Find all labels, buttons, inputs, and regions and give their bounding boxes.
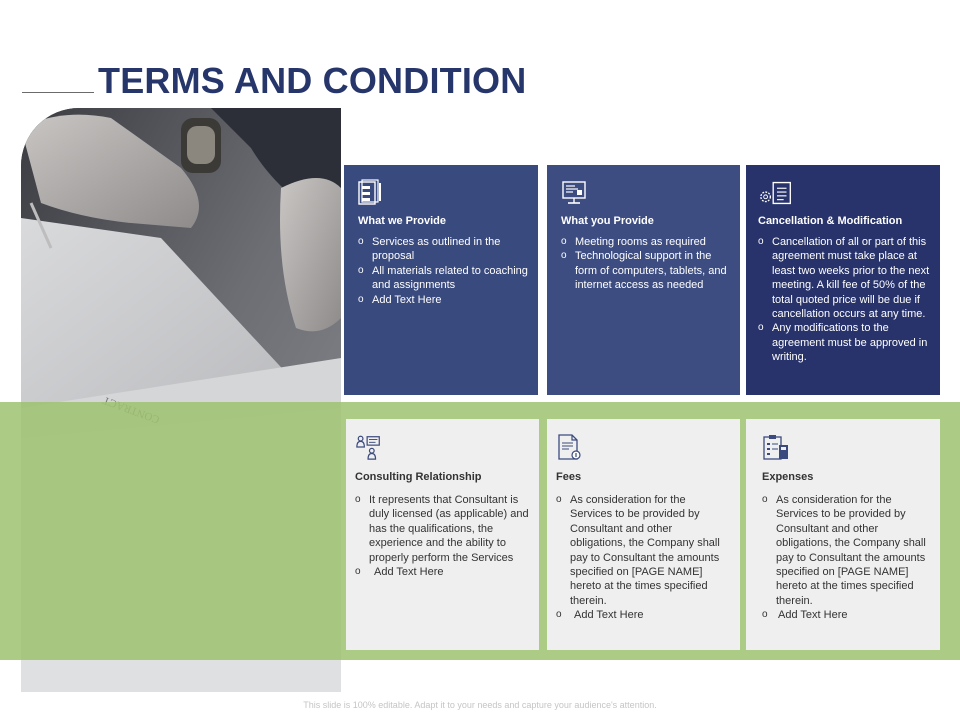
list-item: o Add Text Here — [762, 608, 930, 622]
card-what-you-provide — [547, 165, 740, 395]
list-item: o Cancellation of all or part of this agreement must take place at least two weeks prior to the next meeting. A kill fee of 50% of the total quoted price will be due if cancellation occurs at any time. — [758, 235, 938, 321]
list-item: o Services as outlined in the proposal — [358, 235, 528, 264]
card-heading: Cancellation & Modification — [758, 215, 903, 227]
list-item: o As consideration for the Services to be provided by Consultant and other obligations, the Company shall pay to Consultant the amounts specified on [PAGE NAME] hereto at the times specified therein. — [762, 493, 930, 608]
card-what-we-provide — [344, 165, 538, 395]
list-item: o All materials related to coaching and assignments — [358, 264, 528, 293]
list-item: o It represents that Consultant is duly licensed (as applicable) and has the qualifications, the experience and the ability to properly perform the Services — [355, 493, 529, 565]
list-item: o Technological support in the form of computers, tablets, and internet access as needed — [561, 249, 730, 292]
card-list — [355, 493, 529, 579]
page-title: TERMS AND CONDITION — [98, 60, 527, 101]
card-heading: Fees — [556, 471, 582, 483]
invoice-icon — [556, 433, 582, 461]
card-list — [358, 235, 528, 307]
card-heading: What you Provide — [561, 215, 654, 227]
list-item: o As consideration for the Services to be provided by Consultant and other obligations, the Company shall pay to Consultant the amounts specified on [PAGE NAME] hereto at the times specified therein. — [556, 493, 730, 608]
list-item: o Add Text Here — [358, 293, 528, 307]
card-cancellation-modification — [746, 165, 940, 395]
people-chat-icon — [355, 433, 383, 461]
card-consulting-relationship — [346, 419, 539, 650]
card-heading: Consulting Relationship — [355, 471, 482, 483]
title-rule — [22, 92, 94, 93]
list-item: o Any modifications to the agreement must be approved in writing. — [758, 321, 938, 364]
card-list — [758, 235, 938, 365]
card-list — [561, 235, 730, 293]
computer-monitor-icon — [561, 179, 587, 207]
list-item: o Add Text Here — [556, 608, 730, 622]
clipboard-calculator-icon — [762, 433, 790, 461]
card-list — [762, 493, 930, 623]
card-expenses — [746, 419, 940, 650]
list-item: o Meeting rooms as required — [561, 235, 730, 249]
footer-note: This slide is 100% editable. Adapt it to your needs and capture your audience's attention. — [303, 700, 657, 710]
list-item: o Add Text Here — [355, 565, 529, 579]
card-fees — [547, 419, 740, 650]
document-list-icon — [358, 179, 384, 207]
card-heading: Expenses — [762, 471, 814, 483]
card-list — [556, 493, 730, 623]
card-heading: What we Provide — [358, 215, 447, 227]
gear-document-icon — [758, 179, 796, 207]
